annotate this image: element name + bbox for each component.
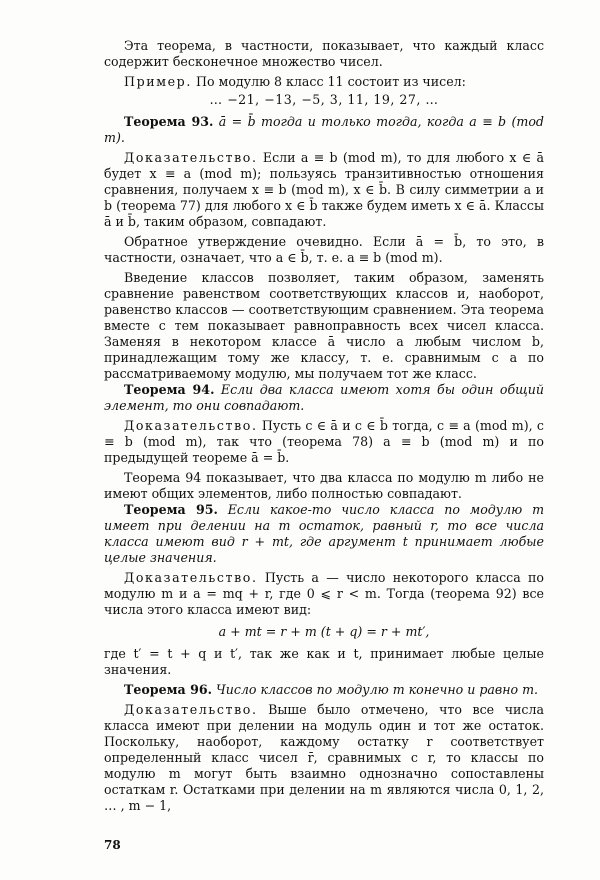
proof-text: Пусть c ∈ ā и c ∈ b̄ тогда, c ≡ a (mod m), c ≡ b (mod m), так что (теорема 78) a ≡ b (mod m) и по предыдущей теореме ā = b̄. <box>104 418 544 465</box>
proof-label: Доказательство. <box>124 150 258 165</box>
theorem-94 <box>104 382 544 414</box>
paragraph-text: где t′ = t + q и t′, так же как и t, принимает любые целые значения. <box>104 646 544 677</box>
paragraph-text: Эта теорема, в частности, показывает, что каждый класс содержит бесконечное множество чисел. <box>104 38 544 69</box>
theorem-label: Теорема 96. <box>124 682 212 697</box>
proof-text: Пусть a — число некоторого класса по модулю m и a = mq + r, где 0 ⩽ r < m. Тогда (теорема 92) все числа этого класса имеют вид: <box>104 570 544 617</box>
paragraph <box>104 646 544 678</box>
example-text: По модулю 8 класс 11 состоит из чисел: <box>191 74 466 89</box>
proof-paragraph <box>104 418 544 466</box>
paragraph <box>104 470 544 502</box>
example-paragraph <box>104 74 544 90</box>
paragraph <box>104 234 544 266</box>
proof-label: Доказательство. <box>124 702 258 717</box>
paragraph-text: Обратное утверждение очевидно. Если ā = b̄, то это, в частности, означает, что a ∈ b̄, т. е. a ≡ b (mod m). <box>104 234 544 265</box>
theorem-text: ā = b̄ тогда и только тогда, когда a ≡ b (mod m). <box>104 114 544 145</box>
theorem-95 <box>104 502 544 566</box>
paragraph <box>104 38 544 70</box>
proof-text: Если a ≡ b (mod m), то для любого x ∈ ā будет x ≡ a (mod m); пользуясь транзитивностью отношения сравнения, получаем x ≡ b (mod m), x ∈ b̄. В силу симметрии a и b (теорема 77) для любого x ∈ b̄ также будем иметь x ∈ ā. Классы ā и b̄, таким образом, совпадают. <box>104 150 544 229</box>
theorem-label: Теорема 94. <box>124 382 215 397</box>
display-formula: a + mt = r + m (t + q) = r + mt′, <box>218 624 430 639</box>
proof-label: Доказательство. <box>124 418 258 433</box>
proof-paragraph <box>104 150 544 230</box>
theorem-label: Теорема 93. <box>124 114 214 129</box>
theorem-text: Если какое-то число класса по модулю m имеет при делении на m остаток, равный r, то все числа класса имеют вид r + mt, где аргумент t принимает любые целые значения. <box>104 502 545 565</box>
text-block <box>104 38 544 814</box>
theorem-96 <box>104 682 544 698</box>
paragraph <box>104 270 544 382</box>
paragraph-text: Теорема 94 показывает, что два класса по модулю m либо не имеют общих элементов, либо полностью совпадают. <box>104 470 544 501</box>
number-sequence: … −21, −13, −5, 3, 11, 19, 27, … <box>209 92 439 107</box>
theorem-text: Число классов по модулю m конечно и равно m. <box>212 682 539 697</box>
proof-paragraph <box>104 570 544 618</box>
paragraph-text: Введение классов позволяет, таким образом, заменять сравнение равенством соответствующих классов и, наоборот, равенство классов — соответствующим сравнением. Эта теорема вместе с тем показывает равноправность всех чисел класса. Заменяя в некотором классе ā число a любым числом b, принадлежащим тому же классу, т. е. сравнимым с a по рассматриваемому модулю, мы получаем тот же класс. <box>104 270 544 381</box>
page-number: 78 <box>104 838 121 852</box>
example-label: Пример. <box>124 74 192 89</box>
proof-paragraph <box>104 702 544 814</box>
theorem-text: Если два класса имеют хотя бы один общий элемент, то они совпадают. <box>104 382 544 413</box>
theorem-label: Теорема 95. <box>124 502 218 517</box>
theorem-93 <box>104 114 544 146</box>
proof-text: Выше было отмечено, что все числа класса имеют при делении на модуль один и тот же остаток. Поскольку, наоборот, каждому остатку r соответствует определенный класс чисел r̄, сравнимых с r, то классы по модулю m могут быть взаимно однозначно сопоставлены остаткам r. Остатками при делении на m являются числа 0, 1, 2, … , m − 1, <box>104 702 544 813</box>
proof-label: Доказательство. <box>124 570 258 585</box>
